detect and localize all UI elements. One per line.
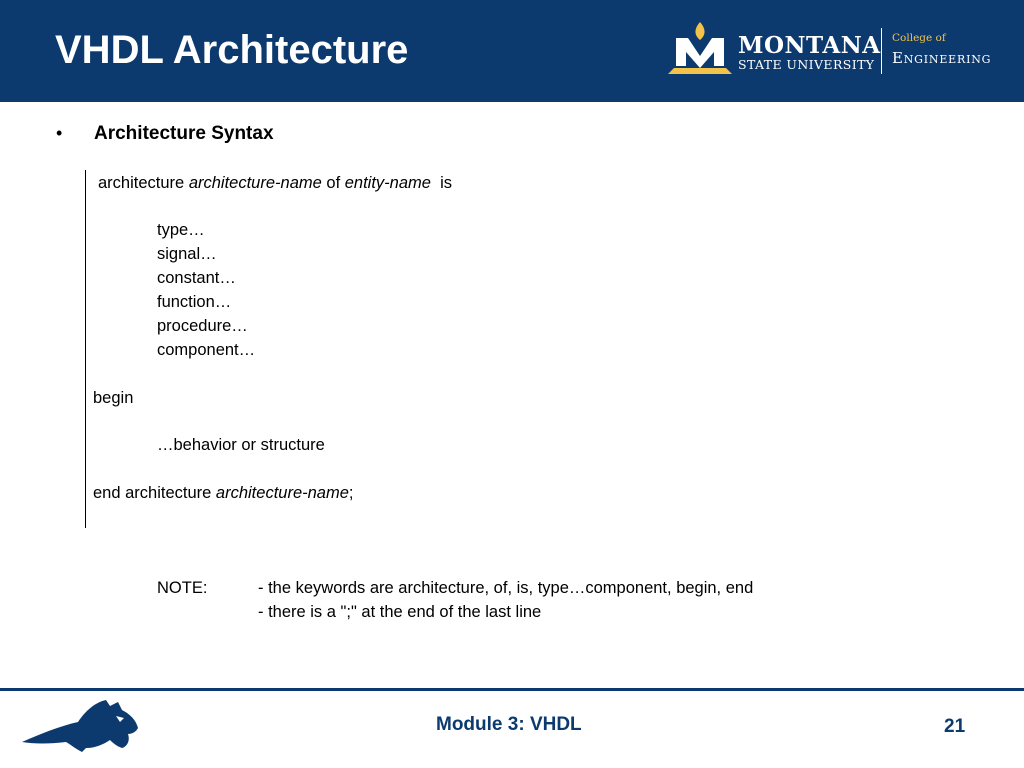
- keyword-is: is: [440, 174, 453, 192]
- architecture-name: architecture-name: [188, 174, 322, 192]
- section-heading: Architecture Syntax: [94, 123, 274, 144]
- keyword-architecture: architecture: [98, 174, 185, 192]
- bobcat-logo-icon: [20, 696, 142, 754]
- logo-divider: [881, 28, 882, 74]
- body-text: …behavior or structure: [157, 436, 325, 454]
- msu-m-logo-icon: [666, 22, 734, 78]
- bullet-marker: •: [56, 123, 63, 143]
- semicolon: ;: [348, 484, 354, 502]
- slide-title: VHDL Architecture: [55, 28, 409, 72]
- decl-item-procedure: procedure…: [157, 317, 248, 335]
- decl-item-constant: constant…: [157, 269, 236, 287]
- college-name: Engineering: [892, 49, 992, 67]
- keyword-end-architecture: end architecture: [93, 484, 212, 502]
- university-name: MONTANA: [738, 32, 881, 59]
- keyword-begin: begin: [93, 389, 134, 407]
- footer-divider: [0, 688, 1024, 691]
- page-number: 21: [944, 716, 966, 737]
- header-bar: [0, 0, 1024, 102]
- architecture-declaration: [98, 174, 452, 193]
- code-block-bar: [85, 170, 86, 528]
- decl-item-signal: signal…: [157, 245, 217, 263]
- college-label: College of: [892, 32, 946, 44]
- entity-name: entity-name: [344, 174, 431, 192]
- decl-item-component: component…: [157, 341, 256, 359]
- university-subtitle: STATE UNIVERSITY: [738, 57, 875, 72]
- footer-module-title: Module 3: VHDL: [436, 714, 582, 735]
- end-architecture-name: architecture-name: [215, 484, 349, 502]
- note-label: NOTE:: [157, 579, 208, 597]
- decl-item-function: function…: [157, 293, 232, 311]
- decl-item-type: type…: [157, 221, 205, 239]
- end-statement: [93, 484, 354, 503]
- keyword-of: of: [326, 174, 341, 192]
- note-line-1: - the keywords are architecture, of, is, type…component, begin, end: [258, 579, 754, 597]
- note-line-2: - there is a ";" at the end of the last line: [258, 603, 542, 621]
